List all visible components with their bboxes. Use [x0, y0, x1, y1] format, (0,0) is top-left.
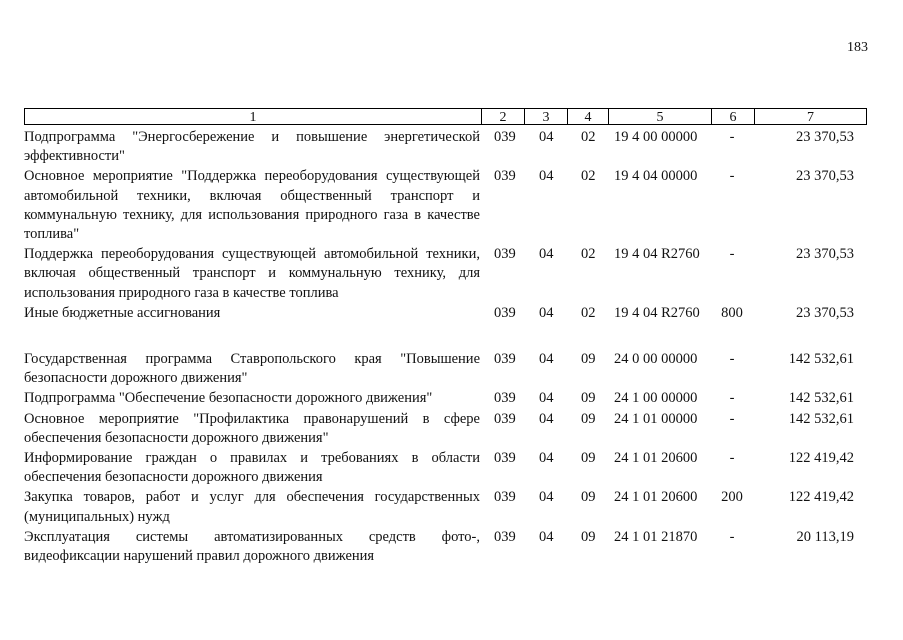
row-rz: 04	[539, 129, 554, 145]
row-sum: 20 113,19	[796, 528, 854, 545]
row-cs: 19 4 00 00000	[614, 129, 698, 145]
row-vr: -	[729, 450, 735, 467]
row-vr: -	[729, 351, 735, 368]
row-rz: 04	[539, 450, 554, 467]
row-cs: 19 4 04 00000	[614, 168, 698, 185]
row-gr: 039	[494, 246, 516, 263]
row-sum: 122 419,42	[788, 450, 854, 467]
row-cs: 19 4 04 R2760	[614, 304, 700, 321]
row-sum: 122 419,42	[788, 489, 854, 506]
row-description: Подпрограмма "Энергосбережение и повышение энергетической эффективности"	[24, 129, 480, 165]
header-col-7: 7	[754, 108, 867, 125]
table-row	[24, 349, 867, 388]
row-pr: 09	[581, 450, 596, 467]
row-pr: 09	[581, 489, 596, 506]
row-rz: 04	[539, 351, 554, 368]
row-rz: 04	[539, 528, 554, 545]
row-pr: 02	[581, 168, 596, 185]
row-cs: 19 4 04 R2760	[614, 246, 700, 263]
table-row	[24, 448, 867, 487]
row-description: Подпрограмма "Обеспечение безопасности дорожного движения"	[24, 390, 433, 407]
row-vr: 800	[721, 304, 743, 321]
row-cs: 24 0 00 00000	[614, 351, 698, 368]
table-row	[24, 303, 867, 323]
row-gr: 039	[494, 129, 516, 145]
table-row	[24, 409, 867, 448]
row-rz: 04	[539, 410, 554, 427]
row-rz: 04	[539, 489, 554, 506]
row-cs: 24 1 01 20600	[614, 450, 698, 467]
row-pr: 09	[581, 351, 596, 368]
table-row	[24, 166, 867, 244]
row-gr: 039	[494, 168, 516, 185]
row-rz: 04	[539, 304, 554, 321]
row-vr: -	[729, 528, 735, 545]
row-description: Информирование граждан о правилах и требованиях в области обеспечения безопасности дорожного движения	[24, 450, 480, 486]
table-row	[24, 527, 867, 566]
table-row	[24, 388, 867, 408]
row-description: Иные бюджетные ассигнования	[24, 304, 221, 321]
row-gr: 039	[494, 351, 516, 368]
row-pr: 02	[581, 246, 596, 263]
header-col-1: 1	[24, 108, 482, 125]
header-col-2: 2	[481, 108, 525, 125]
table-header	[24, 108, 867, 126]
row-description: Основное мероприятие "Профилактика правонарушений в сфере обеспечения безопасности дорожного движения"	[24, 410, 480, 446]
row-sum: 23 370,53	[796, 129, 854, 145]
header-col-3: 3	[524, 108, 568, 125]
row-pr: 02	[581, 304, 596, 321]
row-pr: 09	[581, 390, 596, 407]
row-sum: 23 370,53	[796, 168, 854, 185]
row-cs: 24 1 00 00000	[614, 390, 698, 407]
row-spacer	[24, 323, 867, 349]
row-gr: 039	[494, 410, 516, 427]
row-rz: 04	[539, 168, 554, 185]
table-row	[24, 244, 867, 303]
row-rz: 04	[539, 390, 554, 407]
row-description: Поддержка переоборудования существующей автомобильной техники, включая общественный транспорт и коммунальную технику, для использования природного газа в качестве топлива	[24, 246, 480, 301]
row-vr: -	[729, 246, 735, 263]
row-cs: 24 1 01 21870	[614, 528, 698, 545]
row-pr: 09	[581, 410, 596, 427]
row-gr: 039	[494, 489, 516, 506]
header-col-4: 4	[567, 108, 609, 125]
row-description: Государственная программа Ставропольского края "Повышение безопасности дорожного движения"	[24, 351, 480, 387]
row-gr: 039	[494, 390, 516, 407]
page-number: 183	[847, 40, 868, 55]
row-description: Основное мероприятие "Поддержка переоборудования существующей автомобильной техники, включая общественный транспорт и коммунальную технику, для использования природного газа в качестве топлива"	[24, 168, 480, 243]
row-gr: 039	[494, 528, 516, 545]
row-vr: -	[729, 410, 735, 427]
row-rz: 04	[539, 246, 554, 263]
row-cs: 24 1 01 00000	[614, 410, 698, 427]
header-col-6: 6	[711, 108, 755, 125]
row-sum: 142 532,61	[788, 410, 854, 427]
row-vr: 200	[721, 489, 743, 506]
row-gr: 039	[494, 304, 516, 321]
row-description: Закупка товаров, работ и услуг для обеспечения государственных (муниципальных) нужд	[24, 489, 480, 525]
row-sum: 23 370,53	[796, 304, 854, 321]
row-sum: 142 532,61	[788, 390, 854, 407]
table-body	[24, 127, 867, 566]
row-vr: -	[729, 390, 735, 407]
row-pr: 09	[581, 528, 596, 545]
table-row	[24, 487, 867, 526]
row-cs: 24 1 01 20600	[614, 489, 698, 506]
row-vr: -	[729, 168, 735, 185]
row-gr: 039	[494, 450, 516, 467]
row-description: Эксплуатация системы автоматизированных средств фото-, видеофиксации нарушений правил дорожного движения	[24, 528, 480, 565]
row-sum: 142 532,61	[788, 351, 854, 368]
row-vr: -	[729, 129, 735, 145]
row-pr: 02	[581, 129, 596, 145]
header-col-5: 5	[608, 108, 712, 125]
table-row	[24, 127, 867, 166]
row-sum: 23 370,53	[796, 246, 854, 263]
